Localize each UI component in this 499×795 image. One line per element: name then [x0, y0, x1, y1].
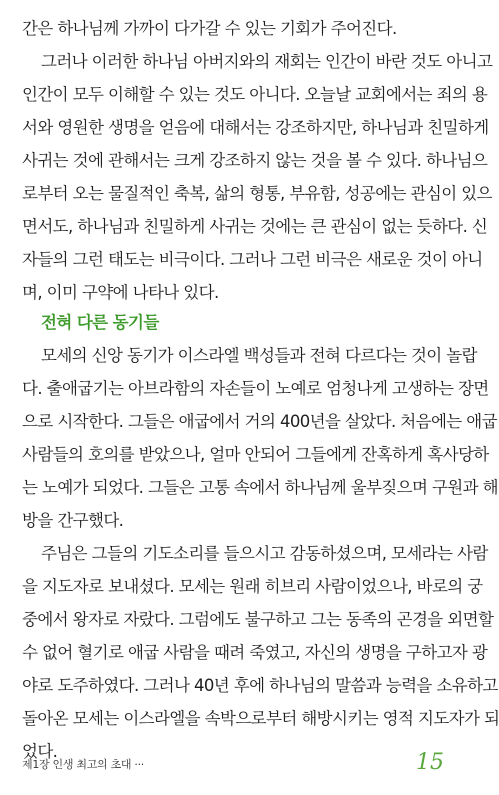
paragraph-line: 중에서 왕자로 자랐다. 그럼에도 불구하고 그는 동족의 곤경을 외면할: [22, 610, 494, 629]
page-number: 15: [416, 750, 444, 775]
paragraph-line: 돌아온 모세는 이스라엘을 속박으로부터 해방시키는 영적 지도자가 되: [22, 709, 499, 728]
paragraph-line: 방을 간구했다.: [22, 511, 124, 530]
paragraph-3: [22, 537, 499, 768]
paragraph-2: [22, 339, 498, 537]
paragraph-line: 서와 영원한 생명을 얻음에 대해서는 강조하지만, 하나님과 친밀하게: [22, 118, 489, 137]
paragraph-line: 사람들의 호의를 받았으나, 얼마 안되어 그들에게 잔혹하게 혹사당하: [22, 445, 489, 464]
paragraph-line: 주님은 그들의 기도소리를 들으시고 감동하셨으며, 모세라는 사람: [41, 544, 488, 563]
paragraph-line: 었다.: [22, 742, 58, 761]
paragraph-line: 그러나 이러한 하나님 아버지와의 재회는 인간이 바란 것도 아니고: [41, 52, 493, 71]
paragraph-line: 는 노예가 되었다. 그들은 고통 속에서 하나님께 울부짖으며 구원과 해: [22, 478, 498, 497]
paragraph-1: [22, 12, 493, 309]
paragraph-line: 며, 이미 구약에 나타나 있다.: [22, 283, 219, 302]
paragraph-line: 사귀는 것에 관해서는 크게 강조하지 않는 것을 볼 수 있다. 하나님으: [22, 151, 488, 170]
paragraph-line: 로부터 오는 물질적인 축복, 삶의 형통, 부유함, 성공에는 관심이 있으: [22, 184, 492, 203]
paragraph-line: 으로 시작한다. 그들은 애굽에서 거의 400년을 살았다. 처음에는 애굽: [22, 412, 497, 431]
chapter-title: 제1장 인생 최고의 초대 ···: [22, 758, 145, 771]
paragraph-line: 모세의 신앙 동기가 이스라엘 백성들과 전혀 다르다는 것이 놀랍: [41, 346, 477, 365]
paragraph-line: 인간이 모두 이해할 수 있는 것도 아니다. 오늘날 교회에서는 죄의 용: [22, 85, 488, 104]
paragraph-line: 자들의 그런 태도는 비극이다. 그러나 그런 비극은 새로운 것이 아니: [22, 250, 483, 269]
section-heading: 전혀 다른 동기들: [41, 313, 159, 332]
paragraph-line: 면서도, 하나님과 친밀하게 사귀는 것에는 큰 관심이 없는 듯하다. 신: [22, 217, 488, 236]
paragraph-line: 을 지도자로 보내셨다. 모세는 원래 히브리 사람이었으나, 바로의 궁: [22, 577, 483, 596]
paragraph-line: 간은 하나님께 가까이 다가갈 수 있는 기회가 주어진다.: [22, 19, 397, 38]
paragraph-line: 야로 도주하였다. 그러나 40년 후에 하나님의 말씀과 능력을 소유하고: [22, 676, 498, 695]
paragraph-line: 다. 출애굽기는 아브라함의 자손들이 노예로 엄청나게 고생하는 장면: [22, 379, 489, 398]
paragraph-line: 수 없어 혈기로 애굽 사람을 때려 죽였고, 자신의 생명을 구하고자 광: [22, 643, 488, 662]
page-footer: [22, 752, 450, 776]
section-heading-block: [22, 306, 450, 339]
